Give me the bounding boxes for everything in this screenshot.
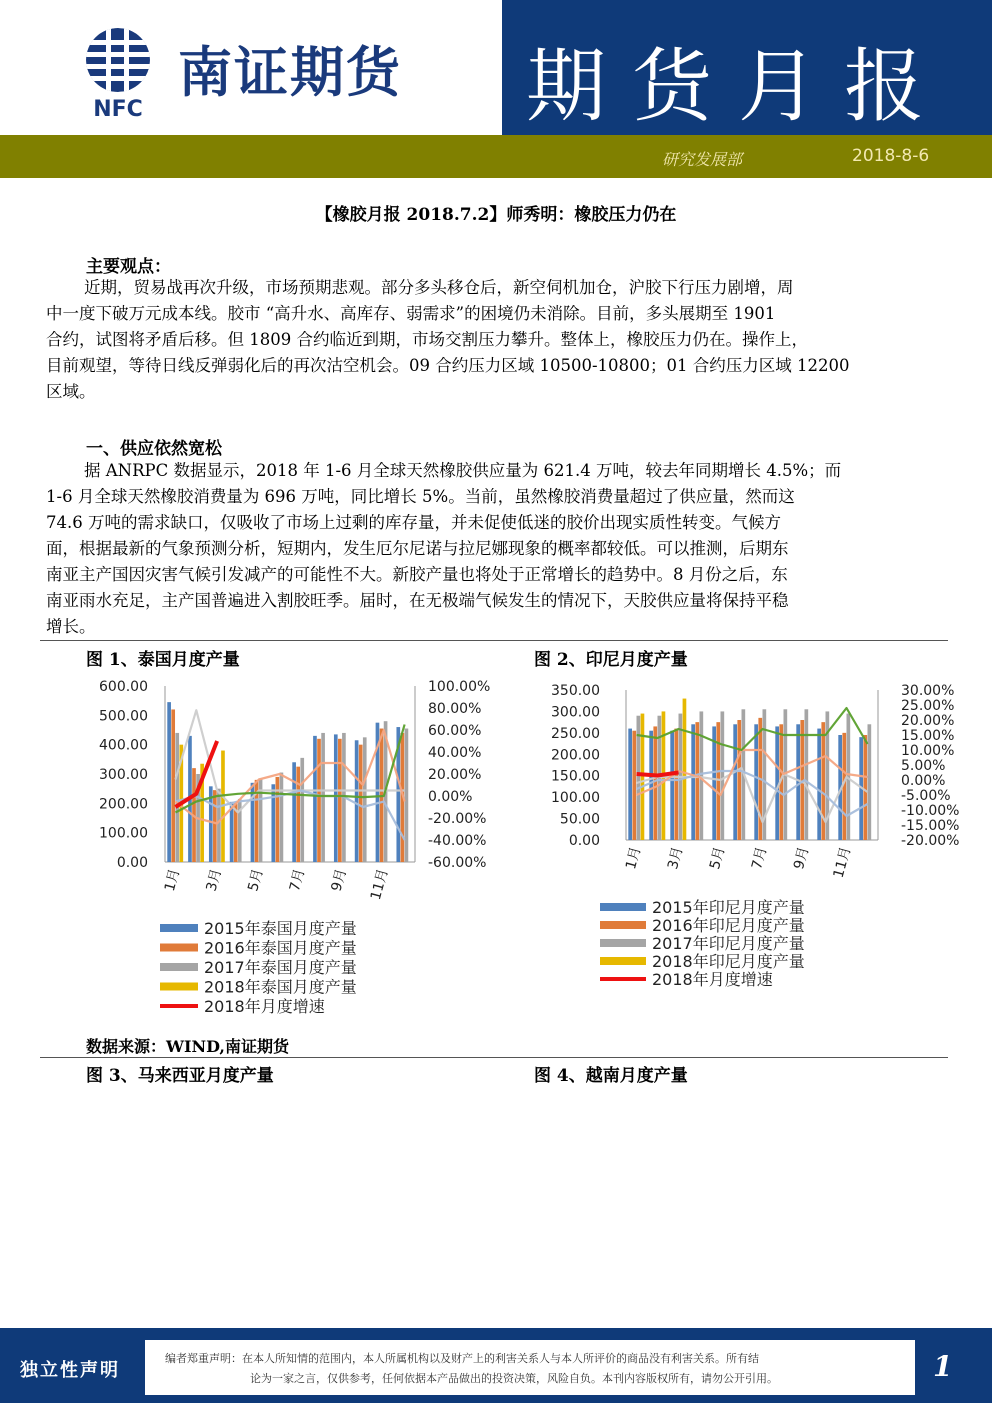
y-axis-tick-label: 500.00 (99, 708, 148, 725)
figure-2-title: 图 2、印尼月度产量 (534, 650, 688, 670)
x-axis-tick-label: 9月 (328, 866, 350, 894)
bar (334, 734, 338, 862)
x-axis-tick-label: 11月 (830, 844, 855, 880)
text-line: 区域。 (46, 382, 96, 401)
bar (313, 736, 317, 862)
x-axis-tick-label: 1月 (622, 844, 645, 872)
bar (280, 773, 284, 862)
y-axis-tick-label: 300.00 (99, 767, 148, 783)
y2-axis-tick-label: 20.00% (428, 767, 482, 783)
bar (863, 735, 867, 840)
y2-axis-tick-label: -15.00% (901, 818, 960, 834)
y2-axis-tick-label: 10.00% (901, 743, 955, 759)
info-bar (0, 135, 992, 178)
text-line: 近期，贸易战再次升级，市场预期悲观。部分多头移仓后，新空伺机加仓，沪胶下行压力剧增，周 (84, 278, 794, 297)
bar (754, 724, 758, 840)
indonesia-production-chart (528, 674, 988, 994)
text-line: 增长。 (46, 617, 96, 636)
independence-statement: 独立性声明 (20, 1360, 120, 1381)
bar (670, 731, 674, 840)
y-axis-tick-label: 350.00 (551, 683, 600, 699)
y2-axis-tick-label: 80.00% (428, 701, 482, 717)
report-header (0, 0, 992, 135)
bar (805, 709, 809, 840)
thailand-production-chart (80, 672, 530, 1022)
x-axis-tick-label: 5月 (245, 866, 267, 894)
disclaimer-line-2: 论为一家之言，仅供参考，任何依据本产品做出的投资决策，风险自负。本刊内容版权所有，请勿公开引用。 (250, 1372, 778, 1385)
x-axis-tick-label: 7月 (748, 844, 771, 872)
bar (695, 722, 699, 840)
legend-label: 2017年泰国月度产量 (204, 958, 357, 977)
main-points-heading: 主要观点： (86, 257, 171, 277)
report-type-box (502, 0, 992, 135)
text-line: 目前观望，等待日线反弹弱化后的再次沽空机会。09 合约压力区域 10500-10800；01 合约压力区域 12200 (46, 356, 850, 375)
bar (700, 711, 704, 840)
x-axis-tick-label: 7月 (286, 866, 309, 894)
bar (317, 739, 321, 862)
y-axis-tick-label: 100.00 (551, 790, 600, 807)
y-axis-tick-label: 250.00 (551, 725, 600, 742)
y2-axis-tick-label: -60.00% (428, 855, 487, 871)
bar (641, 714, 645, 840)
bar (653, 726, 657, 840)
chart-1-svg (80, 672, 530, 1022)
legend-label: 2017年印尼月度产量 (652, 934, 805, 953)
y-axis-tick-label: 600.00 (99, 679, 148, 695)
text-line: 南亚雨水充足，主产国普遍进入割胶旺季。届时，在无极端气候发生的情况下，天胶供应量将保持平稳 (46, 591, 789, 610)
y2-axis-tick-label: 20.00% (901, 713, 955, 729)
legend-label: 2018年月度增速 (204, 997, 325, 1016)
report-type: 期货月报 (526, 40, 950, 133)
bar (649, 731, 653, 840)
y2-axis-tick-label: 15.00% (901, 728, 955, 744)
bar (721, 711, 725, 840)
y2-axis-tick-label: 5.00% (901, 758, 946, 774)
page-number: 1 (933, 1350, 953, 1383)
chart-2-svg (528, 674, 988, 994)
bar (321, 733, 325, 862)
y2-axis-tick-label: 0.00% (901, 773, 946, 789)
y-axis-tick-label: 50.00 (559, 811, 600, 828)
disclaimer-box (145, 1340, 915, 1395)
legend-label: 2016年泰国月度产量 (204, 938, 357, 958)
bar (363, 737, 367, 862)
bar (175, 733, 179, 862)
bar (683, 699, 687, 840)
legend-swatch (600, 939, 646, 947)
bar (355, 740, 359, 862)
y-axis-tick-label: 0.00 (116, 855, 148, 871)
y-axis-tick-label: 200.00 (99, 796, 148, 813)
bar (171, 709, 175, 862)
bar (796, 724, 800, 840)
legend-label: 2015年泰国月度产量 (204, 919, 357, 938)
data-source: 数据来源：WIND,南证期货 (86, 1037, 289, 1056)
logo-text: NFC (93, 97, 143, 120)
text-line: 面，根据最新的气象预测分析，短期内，发生厄尔尼诺与拉尼娜现象的概率都较低。可以推测，后期东 (46, 539, 789, 558)
report-date: 2018-8-6 (852, 146, 930, 166)
legend-swatch (160, 983, 198, 991)
bar (405, 729, 409, 862)
nfc-globe-logo (68, 26, 168, 120)
department: 研究发展部 (662, 150, 743, 169)
bar (217, 789, 221, 862)
figure-1-title: 图 1、泰国月度产量 (86, 650, 240, 670)
company-name: 南证期货 (178, 40, 402, 104)
bar (167, 702, 171, 862)
y-axis-tick-label: 100.00 (99, 825, 148, 842)
y-axis-tick-label: 200.00 (551, 747, 600, 764)
y2-axis-tick-label: -20.00% (428, 811, 487, 827)
bar (691, 724, 695, 840)
legend-swatch (160, 944, 198, 952)
legend-label: 2016年印尼月度产量 (652, 916, 805, 935)
bar (712, 726, 716, 840)
bar (733, 724, 737, 840)
legend-swatch (600, 921, 646, 929)
supply-paragraph (46, 458, 940, 640)
bar (213, 790, 217, 862)
text-line: 南亚主产国因灾害气候引发减产的可能性不大。新胶产量也将处于正常增长的趋势中。8 月份之后，东 (46, 565, 788, 584)
bar (338, 739, 342, 862)
legend-label: 2018年月度增速 (652, 970, 773, 989)
text-line: 中一度下破万元成本线。胶市 “高升水、高库存、弱需求”的困境仍未消除。目前，多头展期至 1901 (46, 304, 776, 323)
bar (737, 720, 741, 840)
y-axis-tick-label: 400.00 (99, 737, 148, 754)
y-axis-tick-label: 150.00 (551, 768, 600, 785)
x-axis-tick-label: 3月 (664, 844, 687, 872)
y-axis-tick-label: 300.00 (551, 704, 600, 721)
y2-axis-tick-label: 100.00% (428, 679, 491, 695)
figure-4-title: 图 4、越南月度产量 (534, 1066, 688, 1086)
y-axis-tick-label: 0.00 (568, 833, 600, 849)
bar (674, 729, 678, 840)
legend-label: 2015年印尼月度产量 (652, 898, 805, 917)
bar (868, 724, 872, 840)
divider (40, 640, 948, 641)
text-line: 合约，试图将矛盾后移。但 1809 合约临近到期，市场交割压力攀升。整体上，橡胶压力仍在。操作上， (46, 330, 808, 349)
bar (300, 758, 304, 862)
legend-label: 2018年泰国月度产量 (204, 977, 357, 997)
disclaimer-line-1: 编者郑重声明：在本人所知情的范围内，本人所属机构以及财产上的利害关系人与本人所评价的商品没有利害关系。所有结 (165, 1352, 759, 1365)
main-points-paragraph (46, 275, 940, 405)
y2-axis-tick-label: 0.00% (428, 789, 473, 805)
x-axis-tick-label: 11月 (367, 866, 392, 902)
bar (632, 731, 636, 840)
y2-axis-tick-label: 60.00% (428, 723, 482, 739)
y2-axis-tick-label: -40.00% (428, 833, 487, 849)
bar (817, 729, 821, 840)
y2-axis-tick-label: 30.00% (901, 683, 955, 699)
x-axis-tick-label: 3月 (203, 866, 225, 894)
supply-heading: 一、供应依然宽松 (86, 439, 222, 459)
text-line: 74.6 万吨的需求缺口，仅吸收了市场上过剩的库存量，并未促使低迷的胶价出现实质性转变。气候方 (46, 513, 781, 532)
text-line: 据 ANRPC 数据显示，2018 年 1-6 月全球天然橡胶供应量为 621.4 万吨，较去年同期增长 4.5%；而 (84, 461, 842, 480)
divider (40, 1057, 948, 1058)
bar (628, 729, 632, 840)
bar (292, 762, 296, 862)
y2-axis-tick-label: 25.00% (901, 698, 955, 714)
bar (296, 767, 300, 862)
y2-axis-tick-label: -10.00% (901, 803, 960, 819)
x-axis-tick-label: 9月 (790, 844, 813, 872)
y2-axis-tick-label: -20.00% (901, 833, 960, 849)
x-axis-tick-label: 1月 (161, 866, 184, 894)
text-line: 1-6 月全球天然橡胶消费量为 696 万吨，同比增长 5%。当前，虽然橡胶消费量超过了供应量，然而这 (46, 487, 795, 506)
legend-swatch (160, 924, 198, 932)
figure-3-title: 图 3、马来西亚月度产量 (86, 1066, 274, 1086)
y2-axis-tick-label: -5.00% (901, 788, 951, 804)
legend-label: 2018年印尼月度产量 (652, 952, 805, 971)
legend-swatch (600, 903, 646, 911)
legend-swatch (600, 957, 646, 965)
legend-swatch (160, 963, 198, 971)
bar (716, 722, 720, 840)
bar (359, 745, 363, 862)
document-title: 【橡胶月报 2018.7.2】师秀明：橡胶压力仍在 (315, 205, 677, 225)
x-axis-tick-label: 5月 (706, 844, 729, 872)
y2-axis-tick-label: 40.00% (428, 745, 482, 761)
